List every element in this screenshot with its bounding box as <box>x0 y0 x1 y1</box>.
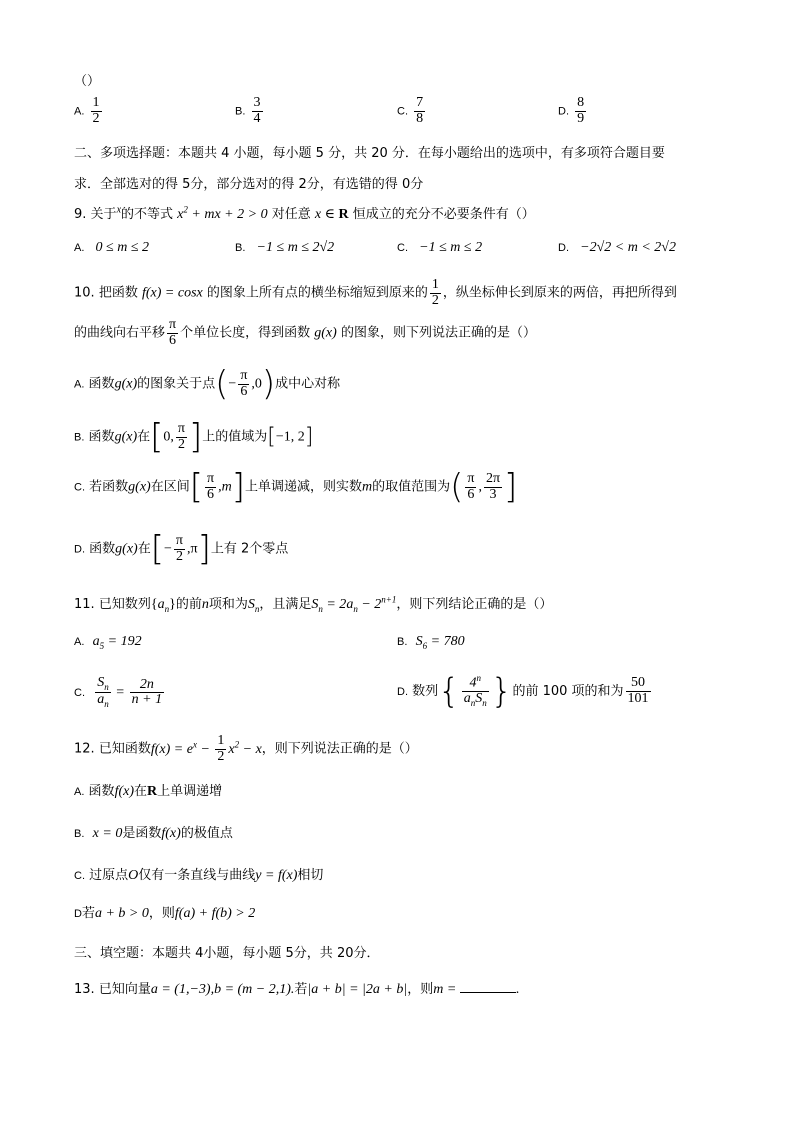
q10-c-text-3: 上单调递减，则实数 <box>244 479 362 495</box>
q9-number: 9. <box>74 207 87 222</box>
q12-b-label: B. <box>74 828 85 840</box>
q9-text-3: 对任意 <box>271 207 311 222</box>
q11-c-label: C. <box>74 687 85 700</box>
q8-option-c <box>397 96 427 126</box>
q12-text-1: 已知函数 <box>98 741 151 757</box>
q9-option-d-label: D. <box>558 242 569 254</box>
q12-a-text-1: 函数 <box>88 784 115 799</box>
q10-option-d: D. 函数g(x)在[− $\frac{\pi}{2}$ ,π]上有 2个零点 <box>74 529 289 569</box>
q11-option-a: A. $a_5 = 192$ <box>74 634 142 651</box>
q11-text-1: 已知数列 <box>98 597 151 612</box>
q10-d-text-3: 上有 2个零点 <box>210 541 289 557</box>
q10-option-a: A. 函数g(x)的图象关于点(− $\frac{\pi}{6}$ ,0)成中心对称 <box>74 364 341 404</box>
section3-heading: 三、填空题：本题共 4小题，每小题 5分，共 20分． <box>74 946 380 961</box>
q12-b-text-1: 是函数 <box>122 826 162 841</box>
q13-text-1: 已知向量 <box>98 982 151 997</box>
q10-b-text-3: 上的值域为 <box>202 429 268 445</box>
q9-option-a-label: A. <box>74 242 85 254</box>
q12-option-d: D若a + b > 0，则f(a) + f(b) > 2 <box>74 906 256 921</box>
q10-d-label: D. <box>74 543 85 556</box>
q8-c-den: 8 <box>416 110 424 126</box>
q8-paren: （） <box>74 74 101 89</box>
q9-text-4: 恒成立的充分不必要条件有（） <box>352 207 535 222</box>
q12-d-label: D <box>74 908 82 920</box>
q9-text-1: 关于 <box>90 207 117 222</box>
q8-c-num: 7 <box>416 95 424 110</box>
q11-d-text-1: 数列 <box>412 683 439 699</box>
q10-text-6: 的图象，则下列说法正确的是（） <box>340 325 536 341</box>
q12-option-c: C. 过原点O仅有一条直线与曲线y = f(x)相切 <box>74 868 324 883</box>
q8-option-c-label: C. <box>397 105 408 118</box>
q10-a-label: A. <box>74 378 85 391</box>
q11-text-5: ，则下列结论正确的是（） <box>396 597 553 612</box>
q10-a-text-1: 函数 <box>88 376 115 392</box>
q10-stem-line2: 的曲线向右平移 $\frac{\pi}{6}$ 个单位长度，得到函数 g(x) 的图象，则下列说法正确的是（） <box>74 317 536 348</box>
q11-a-label: A. <box>74 636 85 648</box>
q12-a-label: A. <box>74 786 85 798</box>
q10-c-text-2: 在区间 <box>150 479 190 495</box>
section2-line1: 二、多项选择题：本题共 4 小题，每小题 5 分，共 20 分．在每小题给出的选项中，有多项符合题目要 <box>74 146 665 161</box>
q10-a-text-2: 的图象关于点 <box>137 376 216 392</box>
q10-c-label: C. <box>74 481 85 494</box>
q12-a-text-3: 上单调递增 <box>157 784 223 799</box>
q13-stem: 13. 已知向量a = (1,−3),b = (m − 2,1).若|a + b| = |2a + b|，则m = . <box>74 982 520 997</box>
q9-option-b: B. −1 ≤ m ≤ 2√2 <box>235 240 335 255</box>
q9-option-c-label: C. <box>397 242 408 254</box>
q8-b-num: 3 <box>253 95 261 110</box>
q8-option-b-label: B. <box>235 105 246 118</box>
q10-text-5: 个单位长度，得到函数 <box>180 325 311 341</box>
q12-option-a: A. 函数f(x)在R上单调递增 <box>74 784 223 799</box>
q10-text-4: 的曲线向右平移 <box>74 325 166 341</box>
q10-text-3: ，纵坐标伸长到原来的两倍，再把所得到 <box>442 285 677 301</box>
q9-text-2: 的不等式 <box>121 207 174 222</box>
q11-option-d: D. 数列{ $\frac{4^n}{a_nS_n}$ }的前 100 项的和为 $\frac{50}{101}$ <box>397 671 649 712</box>
q10-stem-line1: 10. 把函数 f(x) = cosx 的图象上所有点的横坐标缩短到原来的 $\frac{1}{2}$ ，纵坐标伸长到原来的两倍，再把所得到 <box>74 277 677 308</box>
q9-domain: x ∈ R <box>314 207 349 222</box>
q13-text-2: 若 <box>294 982 308 997</box>
q9-inequality: $x^2$ + mx + 2 > 0 <box>177 204 268 222</box>
q8-d-den: 9 <box>577 110 585 126</box>
q10-text-2: 的图象上所有点的横坐标缩短到原来的 <box>206 285 428 301</box>
q8-option-a-label: A. <box>74 105 85 118</box>
q10-c-text-1: 若函数 <box>89 479 129 495</box>
q11-text-2: 的前 <box>175 597 202 612</box>
q10-b-text-1: 函数 <box>88 429 115 445</box>
q12-option-b: B. x = 0是函数f(x)的极值点 <box>74 826 233 841</box>
q8-a-den: 2 <box>92 110 100 126</box>
section2-line2: 求．全部选对的得 5分，部分选对的得 2分，有选错的得 0分 <box>74 177 424 192</box>
q10-c-text-4: 的取值范围为 <box>372 479 451 495</box>
q11-d-text-2: 的前 100 项的和为 <box>512 683 624 699</box>
q11-stem: 11. 已知数列$\{a_n\}$的前n项和为$S_n$，且满足$S_n = 2a_n - 2^{n+1}$，则下列结论正确的是（） <box>74 594 553 614</box>
q11-option-b: B. $S_6 = 780$ <box>397 634 465 651</box>
q8-b-den: 4 <box>253 110 261 126</box>
q12-text-2: ，则下列说法正确的是（） <box>261 741 418 757</box>
q9-option-a: A. 0 ≤ m ≤ 2 <box>74 240 150 255</box>
q10-b-text-2: 在 <box>137 429 151 445</box>
q12-stem: 12. 已知函数$f(x) = e^x$ − $\frac{1}{2}$ $x^2 - x$，则下列说法正确的是（） <box>74 733 418 764</box>
q13-number: 13. <box>74 982 95 997</box>
q10-option-c: C. 若函数g(x)在区间[ $\frac{\pi}{6}$ ,m]上单调递减，则实数m的取值范围为( $\frac{\pi}{6}$ , $\frac{2\pi}{3}$ ] <box>74 467 518 507</box>
q12-d-text-1: 若 <box>81 906 95 921</box>
q12-b-text-2: 的极值点 <box>180 826 233 841</box>
q9-option-b-label: B. <box>235 242 246 254</box>
q8-option-b <box>235 96 265 126</box>
q9-stem: 9. 关于$^x$的不等式 $x^2$ + mx + 2 > 0 对任意 x ∈ R 恒成立的充分不必要条件有（） <box>74 204 535 222</box>
q10-d-text-2: 在 <box>137 541 151 557</box>
q10-a-text-3: 成中心对称 <box>275 376 341 392</box>
q12-c-label: C. <box>74 870 85 882</box>
q11-text-3: 项和为 <box>208 597 248 612</box>
q11-option-c: C. $\frac{S_n}{a_n}$ = $\frac{2n}{n + 1}$ <box>74 675 163 710</box>
q10-b-label: B. <box>74 431 85 444</box>
q13-answer-blank[interactable] <box>460 980 516 993</box>
q12-c-text-3: 相切 <box>297 868 324 883</box>
q13-text-3: ，则 <box>407 982 434 997</box>
q8-option-a <box>74 96 104 126</box>
q9-option-c: C. −1 ≤ m ≤ 2 <box>397 240 483 255</box>
q10-d-text-1: 函数 <box>89 541 116 557</box>
q10-option-b: B. 函数g(x)在[0, $\frac{\pi}{2}$ ]上的值域为[−1, 2] <box>74 417 314 457</box>
q11-d-label: D. <box>397 685 408 698</box>
q10-number: 10. <box>74 285 95 301</box>
q8-d-num: 8 <box>577 95 585 110</box>
q11-b-label: B. <box>397 636 408 648</box>
q8-a-num: 1 <box>92 95 100 110</box>
q12-c-text-1: 过原点 <box>89 868 129 883</box>
q8-option-d <box>558 96 588 126</box>
q12-number: 12. <box>74 741 95 757</box>
q12-c-text-2: 仅有一条直线与曲线 <box>138 868 256 883</box>
q11-text-4: ，且满足 <box>259 597 312 612</box>
q9-option-d: D. −2√2 < m < 2√2 <box>558 240 676 255</box>
q11-number: 11. <box>74 597 95 612</box>
q12-a-text-2: 在 <box>134 784 148 799</box>
q8-option-d-label: D. <box>558 105 569 118</box>
q10-text-1: 把函数 <box>98 285 138 301</box>
q12-d-text-2: ，则 <box>148 906 175 921</box>
